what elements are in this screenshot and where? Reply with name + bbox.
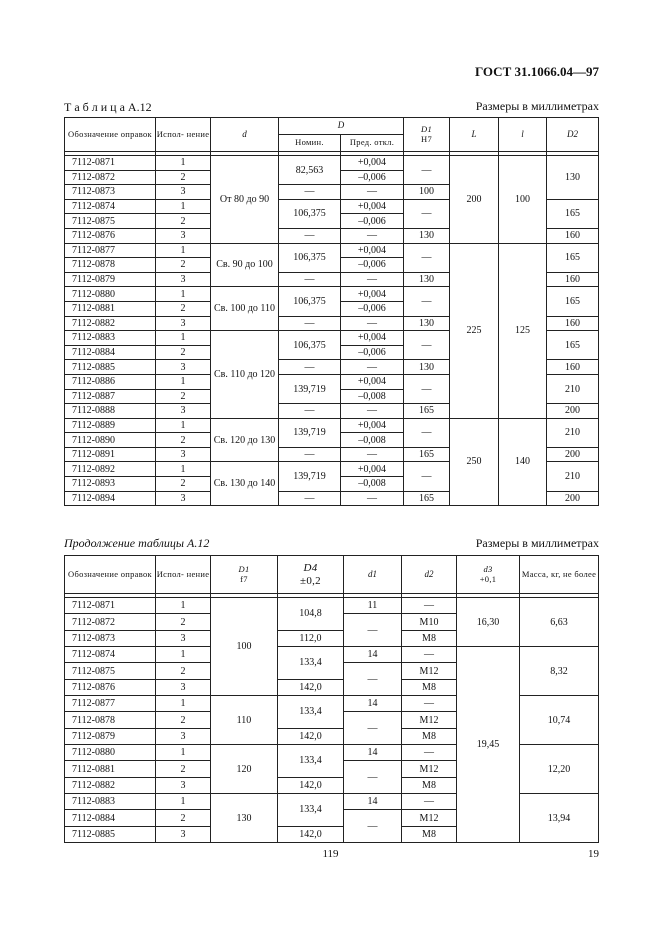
table-caption: Т а б л и ц а А.12 [64, 100, 152, 114]
units-note: Размеры в миллиметрах [475, 99, 599, 113]
col2-D4-tolerance: ±0,2 [300, 574, 321, 587]
table-row [65, 156, 599, 171]
nominal-cell: 139,719 [279, 462, 341, 491]
deviation-cell: –0,006 [341, 345, 404, 360]
designation-cell: 7112-0883 [65, 794, 156, 810]
d2-cell: M12 [402, 761, 457, 777]
deviation-cell: — [341, 272, 404, 287]
d1-cell: 14 [344, 794, 402, 810]
D4-cell: 142,0 [278, 728, 344, 744]
variant-cell: 3 [156, 630, 211, 646]
D2-cell: 130 [547, 156, 599, 200]
D1-cell: 100 [404, 185, 450, 200]
d-range-cell: Св. 120 до 130 [211, 418, 279, 462]
designation-cell: 7112-0875 [65, 214, 156, 229]
variant-cell: 1 [156, 462, 211, 477]
designation-cell: 7112-0877 [65, 243, 156, 258]
d1-cell: — [344, 614, 402, 647]
designation-cell: 7112-0887 [65, 389, 156, 404]
variant-cell: 3 [156, 316, 211, 331]
D2-cell: 165 [547, 243, 599, 272]
d2-cell: M12 [402, 663, 457, 679]
D1-cell: — [404, 287, 450, 316]
D4-cell: 112,0 [278, 630, 344, 646]
designation-cell: 7112-0874 [65, 647, 156, 663]
nominal-cell: — [279, 447, 341, 462]
D1-cell: 130 [404, 228, 450, 243]
D2-cell: 160 [547, 272, 599, 287]
variant-cell: 2 [156, 433, 211, 448]
variant-cell: 3 [156, 491, 211, 506]
l-cell: 125 [499, 243, 547, 418]
d1-cell: — [344, 712, 402, 745]
D1-cell: — [404, 374, 450, 403]
col2-d3-tolerance: +0,1 [479, 573, 497, 584]
deviation-cell: +0,004 [341, 199, 404, 214]
l-cell: 100 [499, 156, 547, 244]
D4-cell: 142,0 [278, 777, 344, 793]
nominal-cell: 106,375 [279, 331, 341, 360]
variant-cell: 1 [156, 287, 211, 302]
deviation-cell: — [341, 447, 404, 462]
designation-cell: 7112-0872 [65, 170, 156, 185]
col2-D4-label: D4 [303, 562, 318, 575]
deviation-cell: — [341, 491, 404, 506]
D1-cell: — [404, 418, 450, 447]
d2-cell: M10 [402, 614, 457, 630]
d1-cell: — [344, 810, 402, 843]
designation-cell: 7112-0884 [65, 345, 156, 360]
nominal-cell: — [279, 272, 341, 287]
nominal-cell: 139,719 [279, 418, 341, 447]
D1-cell: 130 [404, 272, 450, 287]
L-cell: 200 [450, 156, 499, 244]
designation-cell: 7112-0891 [65, 447, 156, 462]
D2-cell: 160 [547, 316, 599, 331]
variant-cell: 2 [156, 258, 211, 273]
variant-cell: 3 [156, 185, 211, 200]
variant-cell: 3 [156, 404, 211, 419]
variant-cell: 1 [156, 647, 211, 663]
l-cell: 140 [499, 418, 547, 506]
d-range-cell: Св. 90 до 100 [211, 243, 279, 287]
d-range-cell: От 80 до 90 [211, 156, 279, 244]
variant-cell: 1 [156, 696, 211, 712]
deviation-cell: — [341, 228, 404, 243]
variant-cell: 3 [156, 728, 211, 744]
L-cell: 225 [450, 243, 499, 418]
deviation-cell: –0,006 [341, 170, 404, 185]
col2-d3-label: d3 [483, 564, 493, 575]
nominal-cell: — [279, 316, 341, 331]
nominal-cell: 106,375 [279, 243, 341, 272]
mass-cell: 6,63 [520, 598, 599, 647]
variant-cell: 1 [156, 745, 211, 761]
col-designation-header: Обозначение оправок [65, 118, 156, 152]
designation-cell: 7112-0879 [65, 728, 156, 744]
deviation-cell: –0,006 [341, 214, 404, 229]
D2-cell: 160 [547, 228, 599, 243]
mass-cell: 12,20 [520, 745, 599, 794]
d3-cell: 16,30 [457, 598, 520, 647]
L-cell: 250 [450, 418, 499, 506]
deviation-cell: — [341, 360, 404, 375]
variant-cell: 3 [156, 272, 211, 287]
d2-cell: M12 [402, 810, 457, 826]
designation-cell: 7112-0878 [65, 712, 156, 728]
designation-cell: 7112-0873 [65, 630, 156, 646]
col2-D4-header [278, 556, 344, 594]
deviation-cell: — [341, 185, 404, 200]
D4-cell: 104,8 [278, 598, 344, 631]
D4-cell: 142,0 [278, 826, 344, 842]
designation-cell: 7112-0878 [65, 258, 156, 273]
deviation-cell: +0,004 [341, 418, 404, 433]
variant-cell: 2 [156, 810, 211, 826]
d2-cell: M8 [402, 826, 457, 842]
variant-cell: 3 [156, 826, 211, 842]
D4-cell: 133,4 [278, 647, 344, 680]
variant-cell: 1 [156, 418, 211, 433]
designation-cell: 7112-0876 [65, 679, 156, 695]
designation-cell: 7112-0881 [65, 301, 156, 316]
nominal-cell: — [279, 228, 341, 243]
col2-d2-header: d2 [402, 556, 457, 594]
d-range-cell: Св. 130 до 140 [211, 462, 279, 506]
variant-cell: 2 [156, 761, 211, 777]
designation-cell: 7112-0877 [65, 696, 156, 712]
d2-cell: M8 [402, 777, 457, 793]
designation-cell: 7112-0880 [65, 745, 156, 761]
deviation-cell: –0,006 [341, 258, 404, 273]
variant-cell: 1 [156, 794, 211, 810]
D2-cell: 210 [547, 462, 599, 491]
table-row [65, 598, 599, 614]
variant-cell: 1 [156, 156, 211, 171]
designation-cell: 7112-0886 [65, 374, 156, 389]
d3-cell: 19,45 [457, 647, 520, 843]
variant-cell: 1 [156, 374, 211, 389]
col-D1-header [404, 118, 450, 152]
page-number-center: 119 [322, 848, 339, 860]
col-D-header: D [279, 118, 404, 135]
D2-cell: 210 [547, 374, 599, 403]
deviation-cell: — [341, 316, 404, 331]
standard-number: ГОСТ 31.1066.04—97 [474, 64, 599, 79]
variant-cell: 2 [156, 614, 211, 630]
designation-cell: 7112-0873 [65, 185, 156, 200]
variant-cell: 2 [156, 301, 211, 316]
d1-cell: — [344, 761, 402, 794]
continuation-table [64, 555, 599, 843]
col-l-header: l [499, 118, 547, 152]
D2-cell: 165 [547, 331, 599, 360]
d2-cell: M8 [402, 728, 457, 744]
nominal-cell: — [279, 404, 341, 419]
col-D1-label: D1 [421, 124, 432, 135]
d2-cell: — [402, 647, 457, 663]
col-d-header: d [211, 118, 279, 152]
D2-cell: 200 [547, 404, 599, 419]
table-row [65, 647, 599, 663]
designation-cell: 7112-0883 [65, 331, 156, 346]
variant-cell: 1 [156, 598, 211, 614]
D1-cell: 130 [211, 794, 278, 843]
col2-D1-tolerance: f7 [240, 573, 248, 584]
D1-cell: — [404, 156, 450, 185]
designation-cell: 7112-0882 [65, 316, 156, 331]
variant-cell: 1 [156, 243, 211, 258]
deviation-cell: +0,004 [341, 243, 404, 258]
nominal-cell: — [279, 185, 341, 200]
D1-cell: — [404, 331, 450, 360]
deviation-cell: +0,004 [341, 156, 404, 171]
designation-cell: 7112-0893 [65, 477, 156, 492]
d2-cell: M12 [402, 712, 457, 728]
d2-cell: M8 [402, 630, 457, 646]
D1-cell: 130 [404, 316, 450, 331]
col-dev-header: Пред. откл. [341, 135, 404, 152]
nominal-cell: — [279, 491, 341, 506]
designation-cell: 7112-0882 [65, 777, 156, 793]
dimensions-table [64, 117, 599, 506]
designation-cell: 7112-0894 [65, 491, 156, 506]
deviation-cell: — [341, 404, 404, 419]
deviation-cell: +0,004 [341, 462, 404, 477]
designation-cell: 7112-0889 [65, 418, 156, 433]
col-nom-header: Номин. [279, 135, 341, 152]
designation-cell: 7112-0890 [65, 433, 156, 448]
variant-cell: 2 [156, 712, 211, 728]
d-range-cell: Св. 110 до 120 [211, 331, 279, 419]
col2-D1-header [211, 556, 278, 594]
designation-cell: 7112-0871 [65, 156, 156, 171]
d2-cell: — [402, 598, 457, 614]
variant-cell: 3 [156, 777, 211, 793]
nominal-cell: 106,375 [279, 287, 341, 316]
col-D2-header: D2 [547, 118, 599, 152]
deviation-cell: –0,006 [341, 301, 404, 316]
col2-variant-header: Испол- нение [156, 556, 211, 594]
deviation-cell: +0,004 [341, 374, 404, 389]
D2-cell: 165 [547, 199, 599, 228]
col2-D1-label: D1 [238, 564, 250, 575]
d1-cell: 14 [344, 647, 402, 663]
nominal-cell: — [279, 360, 341, 375]
d1-cell: — [344, 663, 402, 696]
variant-cell: 2 [156, 389, 211, 404]
D1-cell: — [404, 243, 450, 272]
D2-cell: 200 [547, 447, 599, 462]
col-L-header: L [450, 118, 499, 152]
D2-cell: 165 [547, 287, 599, 316]
designation-cell: 7112-0879 [65, 272, 156, 287]
deviation-cell: +0,004 [341, 287, 404, 302]
variant-cell: 2 [156, 170, 211, 185]
designation-cell: 7112-0875 [65, 663, 156, 679]
units-note-2: Размеры в миллиметрах [475, 536, 599, 550]
D1-cell: — [404, 462, 450, 491]
variant-cell: 1 [156, 331, 211, 346]
D1-cell: 165 [404, 404, 450, 419]
variant-cell: 3 [156, 228, 211, 243]
nominal-cell: 139,719 [279, 374, 341, 403]
table-row [65, 418, 599, 433]
col2-designation-header: Обозначение оправок [65, 556, 156, 594]
designation-cell: 7112-0888 [65, 404, 156, 419]
variant-cell: 2 [156, 477, 211, 492]
designation-cell: 7112-0874 [65, 199, 156, 214]
mass-cell: 13,94 [520, 794, 599, 843]
page-number-right: 19 [588, 848, 599, 860]
D1-cell: 110 [211, 696, 278, 745]
designation-cell: 7112-0885 [65, 360, 156, 375]
D1-cell: 165 [404, 491, 450, 506]
variant-cell: 3 [156, 679, 211, 695]
designation-cell: 7112-0876 [65, 228, 156, 243]
deviation-cell: –0,008 [341, 433, 404, 448]
nominal-cell: 82,563 [279, 156, 341, 185]
d2-cell: M8 [402, 679, 457, 695]
d2-cell: — [402, 745, 457, 761]
D2-cell: 160 [547, 360, 599, 375]
d-range-cell: Св. 100 до 110 [211, 287, 279, 331]
nominal-cell: 106,375 [279, 199, 341, 228]
d2-cell: — [402, 696, 457, 712]
designation-cell: 7112-0885 [65, 826, 156, 842]
variant-cell: 2 [156, 345, 211, 360]
variant-cell: 3 [156, 447, 211, 462]
designation-cell: 7112-0884 [65, 810, 156, 826]
col2-d1-header: d1 [344, 556, 402, 594]
D4-cell: 142,0 [278, 679, 344, 695]
deviation-cell: –0,008 [341, 477, 404, 492]
col2-d3-header [457, 556, 520, 594]
D4-cell: 133,4 [278, 696, 344, 729]
designation-cell: 7112-0892 [65, 462, 156, 477]
variant-cell: 1 [156, 199, 211, 214]
D4-cell: 133,4 [278, 745, 344, 778]
variant-cell: 3 [156, 360, 211, 375]
col-variant-header: Испол- нение [156, 118, 211, 152]
d2-cell: — [402, 794, 457, 810]
mass-cell: 8,32 [520, 647, 599, 696]
d1-cell: 14 [344, 696, 402, 712]
col2-mass-header: Масса, кг, не более [520, 556, 599, 594]
designation-cell: 7112-0871 [65, 598, 156, 614]
designation-cell: 7112-0872 [65, 614, 156, 630]
mass-cell: 10,74 [520, 696, 599, 745]
D1-cell: — [404, 199, 450, 228]
deviation-cell: –0,008 [341, 389, 404, 404]
table-continuation-caption: Продолжение таблицы А.12 [64, 536, 210, 550]
D1-cell: 100 [211, 598, 278, 696]
D4-cell: 133,4 [278, 794, 344, 827]
D1-cell: 130 [404, 360, 450, 375]
variant-cell: 2 [156, 663, 211, 679]
variant-cell: 2 [156, 214, 211, 229]
D1-cell: 120 [211, 745, 278, 794]
designation-cell: 7112-0881 [65, 761, 156, 777]
D2-cell: 200 [547, 491, 599, 506]
table-row [65, 243, 599, 258]
col-D1-tolerance: H7 [421, 133, 432, 144]
designation-cell: 7112-0880 [65, 287, 156, 302]
D2-cell: 210 [547, 418, 599, 447]
D1-cell: 165 [404, 447, 450, 462]
deviation-cell: +0,004 [341, 331, 404, 346]
d1-cell: 11 [344, 598, 402, 614]
d1-cell: 14 [344, 745, 402, 761]
